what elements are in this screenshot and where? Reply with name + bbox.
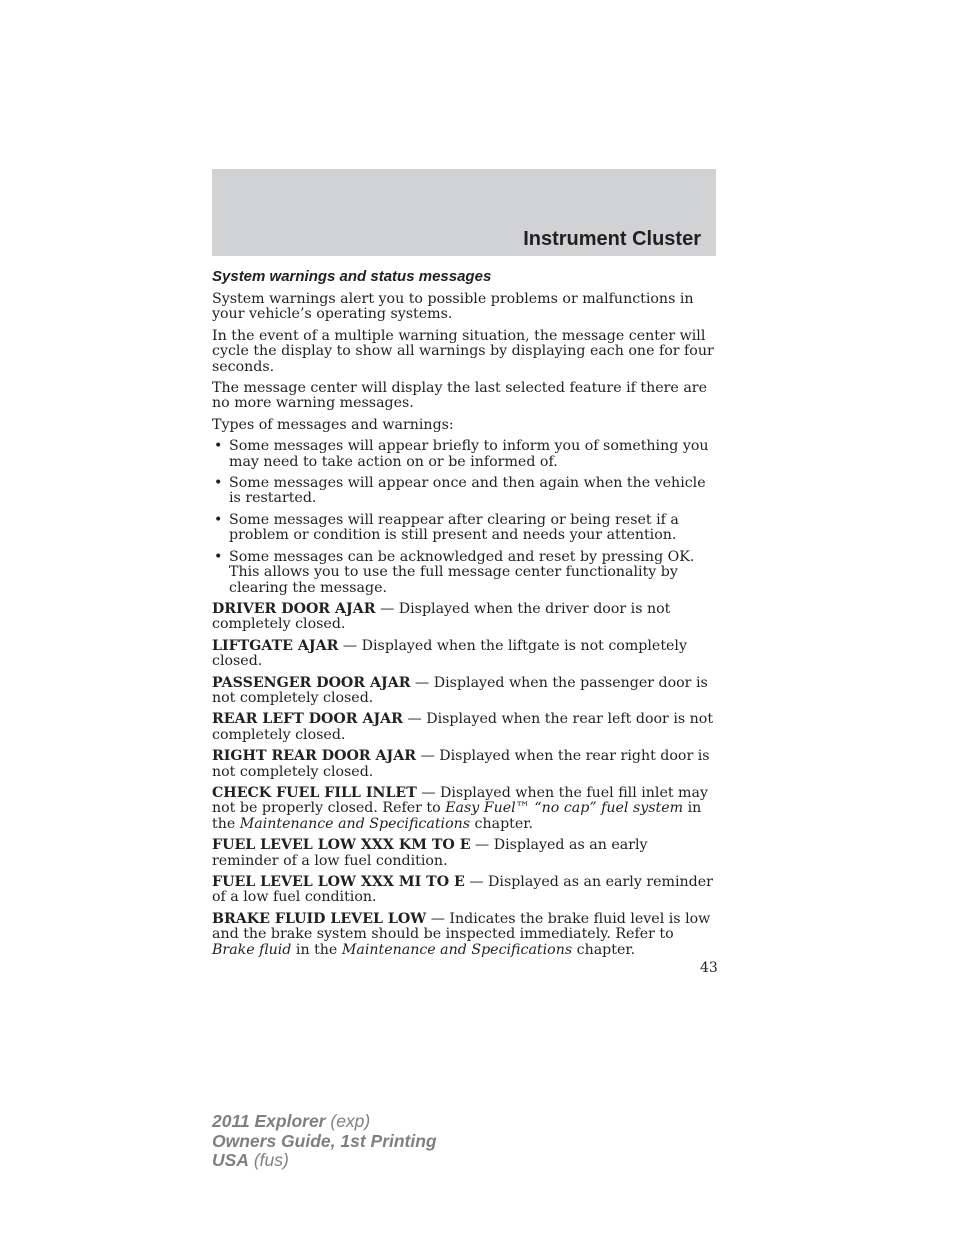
message-fuel-level-low-mi <box>212 875 716 906</box>
message-description: chapter. <box>572 941 636 958</box>
cross-reference: Brake fluid <box>212 941 292 958</box>
message-driver-door-ajar <box>212 602 716 633</box>
page-number: 43 <box>700 960 718 976</box>
multiple-warning-paragraph: In the event of a multiple warning situation, the message center will cycle the display to show all warnings by displaying each one for four seconds. <box>212 327 714 375</box>
last-feature-paragraph: The message center will display the last selected feature if there are no more warning messages. <box>212 380 707 412</box>
message-term: BRAKE FLUID LEVEL LOW <box>212 910 427 927</box>
intro-paragraph: System warnings alert you to possible problems or malfunctions in your vehicle’s operating systems. <box>212 291 694 323</box>
document-footer <box>212 1112 437 1171</box>
message-term: LIFTGATE AJAR <box>212 637 339 654</box>
message-description: — Displayed as an early reminder of a low fuel condition. <box>212 837 648 869</box>
message-term: CHECK FUEL FILL INLET <box>212 784 417 801</box>
chapter-reference: Maintenance and Specifications <box>239 815 471 832</box>
footer-model-code: (exp) <box>325 1111 371 1131</box>
cross-reference: Easy Fuel™ “no cap” fuel system <box>445 800 684 817</box>
message-term: FUEL LEVEL LOW XXX KM TO E <box>212 837 471 854</box>
footer-model: 2011 Explorer <box>212 1111 326 1131</box>
message-description: — Displayed when the rear left door is not completely closed. <box>212 711 714 743</box>
message-description: — Displayed as an early reminder of a low fuel condition. <box>212 874 713 906</box>
chapter-title: Instrument Cluster <box>523 228 701 250</box>
footer-line-edition: Owners Guide, 1st Printing <box>212 1130 437 1151</box>
footer-market-code: (fus) <box>248 1150 289 1170</box>
message-term: PASSENGER DOOR AJAR <box>212 674 411 691</box>
message-brake-fluid-level-low <box>212 912 716 958</box>
message-description: in the <box>212 800 702 832</box>
message-right-rear-door-ajar <box>212 749 716 780</box>
message-rear-left-door-ajar <box>212 712 716 743</box>
chapter-reference: Maintenance and Specifications <box>341 941 573 958</box>
message-liftgate-ajar <box>212 639 716 670</box>
message-term: RIGHT REAR DOOR AJAR <box>212 748 417 765</box>
message-description: — Displayed when the rear right door is not completely closed. <box>212 748 710 780</box>
message-passenger-door-ajar <box>212 676 716 707</box>
page-content <box>212 268 716 964</box>
message-term: FUEL LEVEL LOW XXX MI TO E <box>212 874 465 890</box>
message-fuel-level-low-km <box>212 838 716 869</box>
footer-market: USA <box>212 1150 249 1170</box>
list-item: • Some messages can be acknowledged and reset by pressing OK. This allows you to use the full message center functionality by clearing the message. <box>212 550 716 596</box>
message-description: — Displayed when the fuel fill inlet may not be properly closed. Refer to <box>212 784 708 817</box>
message-term: DRIVER DOOR AJAR <box>212 600 376 617</box>
footer-line-model <box>212 1112 437 1132</box>
list-item: • Some messages will appear once and then again when the vehicle is restarted. <box>212 476 716 507</box>
message-types-list <box>212 439 716 596</box>
list-item: • Some messages will reappear after clearing or being reset if a problem or condition is still present and needs your attention. <box>212 513 716 544</box>
message-term: REAR LEFT DOOR AJAR <box>212 711 403 728</box>
message-description: — Displayed when the driver door is not completely closed. <box>212 600 671 633</box>
message-description: — Displayed when the liftgate is not completely closed. <box>212 637 687 670</box>
types-paragraph: Types of messages and warnings: <box>212 416 454 433</box>
footer-line-market <box>212 1151 437 1171</box>
message-description: — Indicates the brake fluid level is low and the brake system should be inspected immediately. Refer to <box>212 910 711 943</box>
message-description: — Displayed when the passenger door is not completely closed. <box>212 674 708 706</box>
section-title: System warnings and status messages <box>212 268 492 285</box>
message-check-fuel-fill-inlet <box>212 786 716 832</box>
message-description: in the <box>291 941 342 958</box>
chapter-header <box>212 169 716 256</box>
message-description: chapter. <box>470 815 533 832</box>
list-item: • Some messages will appear briefly to inform you of something you may need to take action on or be informed of. <box>212 439 716 470</box>
